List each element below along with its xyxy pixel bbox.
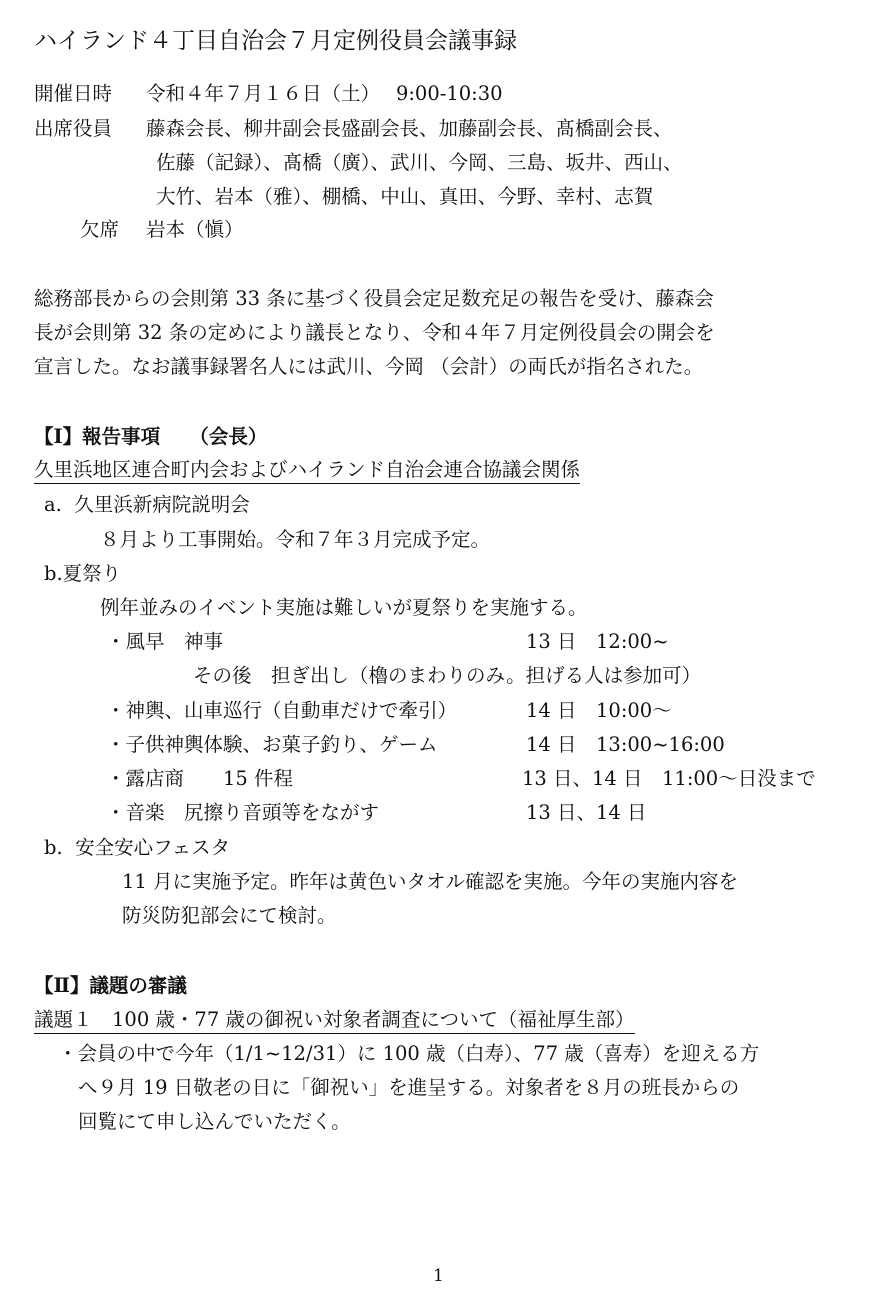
event-when: 14 日 13:00~16:00 bbox=[526, 733, 725, 756]
item-c-text: 11 月に実施予定。昨年は黄色いタオル確認を実施。今年の実施内容を bbox=[122, 870, 739, 893]
attendees-line: 大竹、岩本（雅）、棚橋、中山、真田、今野、幸村、志賀 bbox=[156, 185, 654, 208]
item-b-title: b.夏祭り bbox=[44, 562, 122, 585]
event-when: 14 日 10:00～ bbox=[526, 699, 672, 722]
section1-subheading: 久里浜地区連合町内会およびハイランド自治会連合協議会関係 bbox=[34, 460, 580, 484]
opening-line: 総務部長からの会則第 33 条に基づく役員会定足数充足の報告を受け、藤森会 bbox=[34, 287, 714, 310]
opening-line: 宣言した。なお議事録署名人には武川、今岡 （会計）の両氏が指名された。 bbox=[34, 355, 704, 378]
page-number: 1 bbox=[433, 1266, 444, 1286]
event-when: 13 日、14 日 11:00～日没まで bbox=[522, 767, 816, 790]
event-when: 13 日 12:00~ bbox=[526, 630, 669, 653]
item-c-title: b. 安全安心フェスタ bbox=[44, 836, 231, 859]
event-name: ・露店商 15 件程 bbox=[106, 767, 294, 790]
item-a-text: ８月より工事開始。令和７年３月完成予定。 bbox=[100, 528, 491, 551]
document-title: ハイランド４丁目自治会７月定例役員会議事録 bbox=[34, 28, 517, 54]
attendees-line: 藤森会長、柳井副会長盛副会長、加藤副会長、髙橋副会長、 bbox=[146, 117, 673, 140]
event-name: ・子供神輿体験、お菓子釣り、ゲーム bbox=[106, 733, 438, 756]
date-value: 令和４年７月１６日（土） 9:00-10:30 bbox=[146, 82, 503, 105]
agenda1-title: 議題１ 100 歳・77 歳の御祝い対象者調査について（福祉厚生部） bbox=[34, 1010, 635, 1034]
event-name: ・神輿、山車巡行（自動車だけで牽引） bbox=[106, 699, 458, 722]
agenda1-text: ・会員の中で今年（1/1~12/31）に 100 歳（白寿）、77 歳（喜寿）を迎える方 bbox=[58, 1042, 760, 1065]
event-name: その後 担ぎ出し（櫓のまわりのみ。担げる人は参加可） bbox=[193, 664, 702, 687]
section2-heading: 【Ⅱ】議題の審議 bbox=[34, 974, 187, 997]
item-b-text: 例年並みのイベント実施は難しいが夏祭りを実施する。 bbox=[100, 596, 588, 619]
date-label: 開催日時 bbox=[34, 82, 113, 105]
event-when: 13 日、14 日 bbox=[526, 801, 647, 824]
event-name: ・音楽 尻擦り音頭等をながす bbox=[106, 801, 380, 824]
item-a-title: a. 久里浜新病院説明会 bbox=[44, 493, 250, 516]
attendees-line: 佐藤（記録）、髙橋（廣）、武川、今岡、三島、坂井、西山、 bbox=[156, 151, 683, 174]
absent-value: 岩本（愼） bbox=[146, 218, 244, 241]
opening-line: 長が会則第 32 条の定めにより議長となり、令和４年７月定例役員会の開会を bbox=[34, 321, 715, 344]
item-c-text: 防災防犯部会にて検討。 bbox=[122, 904, 337, 927]
event-name: ・風早 神事 bbox=[106, 630, 224, 653]
section1-heading: 【Ⅰ】報告事項 （会長） bbox=[34, 425, 268, 448]
agenda1-text: へ９月 19 日敬老の日に「御祝い」を進呈する。対象者を８月の班長からの bbox=[78, 1076, 740, 1099]
agenda1-text: 回覧にて申し込んでいただく。 bbox=[78, 1110, 351, 1133]
absent-label: 欠席 bbox=[80, 218, 120, 241]
attendees-label: 出席役員 bbox=[34, 117, 113, 140]
